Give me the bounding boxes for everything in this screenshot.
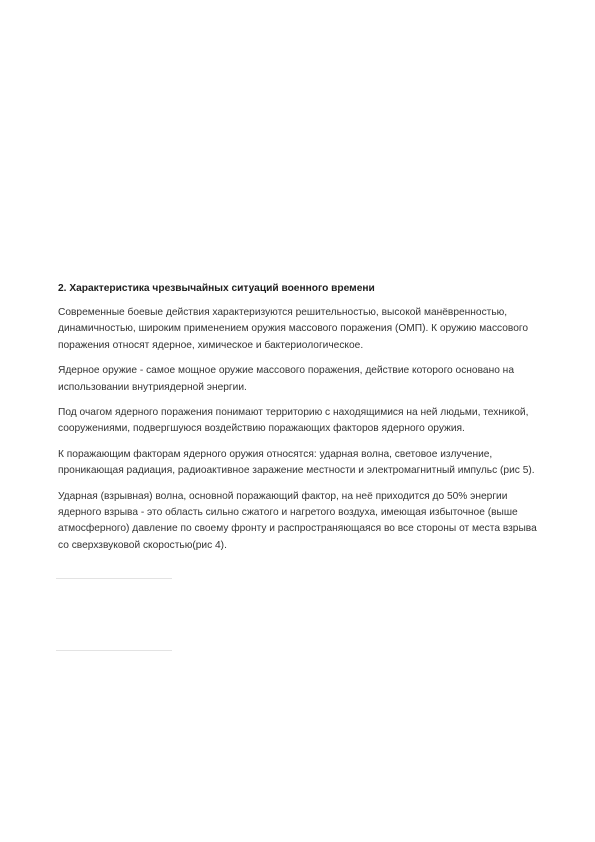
figure-placeholder-rule (56, 578, 172, 579)
section-heading: 2. Характеристика чрезвычайных ситуаций военного времени (58, 283, 375, 294)
section-content (58, 283, 540, 563)
paragraph-nuclear-weapon: Ядерное оружие - самое мощное оружие массового поражения, действие которого основано на использовании внутриядерной энергии. (58, 365, 514, 393)
paragraph-combat-actions: Современные боевые действия характеризуются решительностью, высокой манёвренностью, динамичностью, широким применением оружия массового поражения (ОМП). К оружию массового поражения относят ядерное, химическое и бактериологическое. (58, 307, 529, 351)
figure-placeholder-rule (56, 650, 172, 651)
paragraph-damaging-factors: К поражающим факторам ядерного оружия относятся: ударная волна, световое излучение, проникающая радиация, радиоактивное заражение местности и электромагнитный импульс (рис 5). (58, 448, 535, 477)
paragraph-shock-wave: Ударная (взрывная) волна, основной поражающий фактор, на неё приходится до 50% энергии ядерного взрыва - это область сильно сжатого и нагретого воздуха, имеющая избыточное (выше атмосферного) давление по своему фронту и распространяющаяся во все стороны от места взрыва со сверхзвуковой скоростью(рис 4). (58, 490, 537, 551)
paragraph-nuclear-focus: Под очагом ядерного поражения понимают территорию с находящимися на ней людьми, техникой, сооружениями, подвергшуюся воздействию поражающих факторов ядерного оружия. (58, 407, 529, 435)
